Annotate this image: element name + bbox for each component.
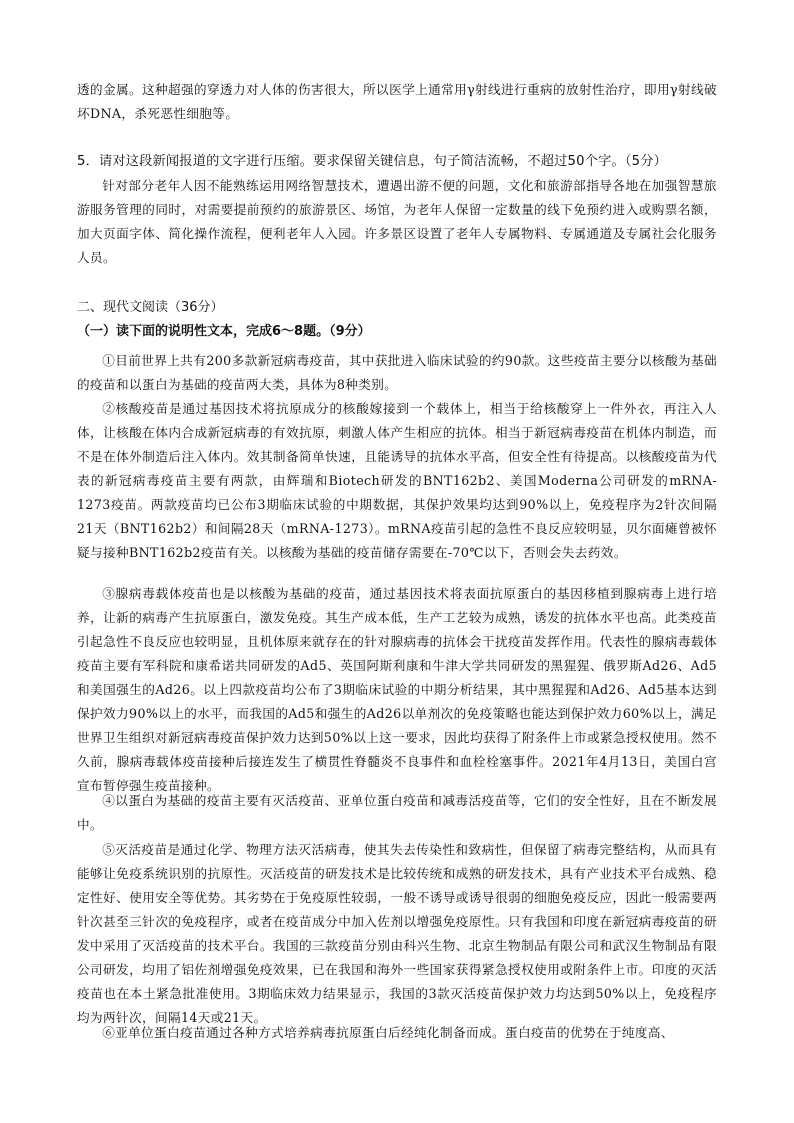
section-sub-heading: （一）读下面的说明性文本，完成6～8题。（9分） — [77, 324, 371, 339]
paragraph-6: ⑥亚单位蛋白疫苗通过各种方式培养病毒抗原蛋白后经纯化制备而成。蛋白疫苗的优势在于纯度高、 — [102, 1025, 674, 1040]
section-heading: 二、现代文阅读（36分） — [77, 300, 224, 315]
paragraph-5: ⑤灭活疫苗是通过化学、物理方法灭活病毒，使其失去传染性和致病性，但保留了病毒完整结构，从而具有能够让免疫系统识别的抗原性。灭活疫苗的研发技术是比较传统和成熟的研发技术，具有产业技术平台成熟、稳定性好、使用安全等优势。其劣势在于免疫原性较弱，一般不诱导或诱导很弱的细胞免疫反应，因此一般需要两针次甚至三针次的免疫程序，或者在疫苗成分中加入佐剂以增强免疫原性。只有我国和印度在新冠病毒疫苗的研发中采用了灭活疫苗的技术平台。我国的三款疫苗分别由科兴生物、北京生物制品有限公司和武汉生物制品有限公司研发，均用了铝佐剂增强免疫效果，已在我国和海外一些国家获得紧急授权使用或附条件上市。印度的灭活疫苗也在本土紧急批准使用。3期临床效力结果显示，我国的3款灭活疫苗保护效力均达到50%以上，免疫程序均为两针次，间隔14天或21天。 — [77, 842, 717, 1025]
paragraph-2: ②核酸疫苗是通过基因技术将抗原成分的核酸嫁接到一个载体上，相当于给核酸穿上一件外衣，再注入人体，让核酸在体内合成新冠病毒的有效抗原，刺激人体产生相应的抗体。相当于新冠病毒疫苗在机体内制造，而不是在体外制造后注入体内。效其制备简单快速，且能诱导的抗体水平高，但安全性有待提高。以核酸疫苗为代表的新冠病毒疫苗主要有两款，由辉瑞和Biotech研发的BNT162b2、美国Moderna公司研发的mRNA-1273疫苗。两款疫苗均已公布3期临床试验的中期数据，其保护效果均达到90%以上，免疫程序为2针次间隔21天（BNT162b2）和间隔28天（mRNA-1273）。mRNA疫苗引起的急性不良反应较明显，贝尔面瘫曾被怀疑与接种BNT162b2疫苗有关。以核酸为基础的疫苗储存需要在-70℃以下，否则会失去药效。 — [77, 401, 717, 560]
paragraph-4: ④以蛋白为基础的疫苗主要有灭活疫苗、亚单位蛋白疫苗和减毒活疫苗等，它们的安全性好，且在不断发展中。 — [77, 793, 717, 832]
paragraph-3: ③腺病毒载体疫苗也是以核酸为基础的疫苗，通过基因技术将表面抗原蛋白的基因移植到腺病毒上进行培养，让新的病毒产生抗原蛋白，激发免疫。其生产成本低，生产工艺较为成熟，诱发的抗体水平也高。此类疫苗引起急性不良反应也较明显，且机体原来就存在的针对腺病毒的抗体会干扰疫苗发挥作用。代表性的腺病毒载体疫苗主要有军科院和康希诺共同研发的Ad5、英国阿斯利康和牛津大学共同研发的黑猩猩、俄罗斯Ad26、Ad5和美国强生的Ad26。以上四款疫苗均公布了3期临床试验的中期分析结果，其中黑猩猩和Ad26、Ad5基本达到保护效力90%以上的水平，而我国的Ad5和强生的Ad26以单剂次的免疫策略也能达到保护效力60%以上，满足世界卫生组织对新冠病毒疫苗保护效力达到50%以上这一要求，因此均获得了附条件上市或紧急授权使用。然不久前，腺病毒载体疫苗接种后接连发生了横贯性脊髓炎不良事件和血栓栓塞事件。2021年4月13日，美国白宫宣布暂停强生疫苗接种。 — [77, 586, 717, 793]
paragraph-1: ①目前世界上共有200多款新冠病毒疫苗，其中获批进入临床试验的约90款。这些疫苗主要分以核酸为基础的疫苗和以蛋白为基础的疫苗两大类，具体为8种类别。 — [77, 353, 717, 392]
intro-paragraph: 透的金属。这种超强的穿透力对人体的伤害很大，所以医学上通常用γ射线进行重病的放射性治疗，即用γ射线破坏DNA，杀死恶性细胞等。 — [77, 82, 717, 121]
question-5-passage: 针对部分老年人因不能熟练运用网络智慧技术，遭遇出游不便的问题，文化和旅游部指导各地在加强智慧旅游服务管理的同时，对需要提前预约的旅游景区、场馆，为老年人保留一定数量的线下免预约进入或购票名额，加大页面字体、简化操作流程，便利老年人入园。许多景区设置了老年人专属物料、专属通道及专属社会化服务人员。 — [77, 178, 717, 265]
question-5-title: 5．请对这段新闻报道的文字进行压缩。要求保留关键信息，句子简洁流畅，不超过50个字。（5分） — [77, 154, 668, 169]
